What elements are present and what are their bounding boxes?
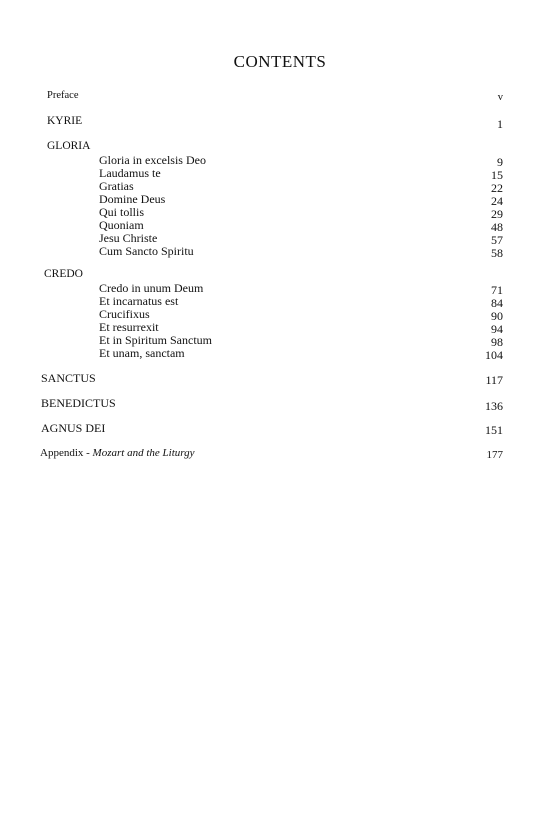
toc-entry-agnus-dei <box>0 421 560 437</box>
toc-label: Et incarnatus est <box>99 294 179 308</box>
toc-page: 151 <box>485 423 503 437</box>
toc-page: 177 <box>486 449 503 461</box>
toc-section-label: CREDO <box>44 268 83 280</box>
toc-page: 1 <box>497 117 503 131</box>
toc-page: 24 <box>491 194 503 208</box>
toc-label: Et resurrexit <box>99 320 159 334</box>
toc-page: 22 <box>491 181 503 195</box>
toc-entry <box>0 244 560 260</box>
toc-page: 136 <box>485 399 503 413</box>
toc-label: Et in Spiritum Sanctum <box>99 333 212 347</box>
toc-page: 94 <box>491 322 503 336</box>
toc-section-label: GLORIA <box>47 140 91 152</box>
toc-entry-sanctus <box>0 371 560 387</box>
toc-label <box>40 447 195 459</box>
toc-page: 104 <box>485 348 503 362</box>
toc-page: 29 <box>491 207 503 221</box>
toc-label: Quoniam <box>99 218 144 232</box>
toc-label: Jesu Christe <box>99 231 158 245</box>
toc-page: 98 <box>491 335 503 349</box>
toc-label: AGNUS DEI <box>41 421 106 435</box>
toc-label: SANCTUS <box>41 371 96 385</box>
toc-label: Crucifixus <box>99 307 150 321</box>
toc-label: Credo in unum Deum <box>99 281 204 295</box>
toc-page: 90 <box>491 309 503 323</box>
toc-label: Qui tollis <box>99 205 145 219</box>
toc-page: v <box>497 92 503 103</box>
toc-page: 71 <box>491 283 503 297</box>
toc-page: 117 <box>485 373 503 387</box>
toc-label: Gratias <box>99 179 134 193</box>
toc-page: 84 <box>491 296 503 310</box>
toc-label: Domine Deus <box>99 192 166 206</box>
toc-label: Gloria in excelsis Deo <box>99 153 206 167</box>
toc-entry-benedictus <box>0 396 560 412</box>
toc-page: 9 <box>497 155 503 169</box>
toc-label: Preface <box>47 90 79 101</box>
toc-entry-preface <box>0 90 560 106</box>
appendix-subtitle: Mozart and the Liturgy <box>92 447 195 459</box>
toc-label: Laudamus te <box>99 166 161 180</box>
toc-label: KYRIE <box>47 115 83 127</box>
toc-entry-appendix <box>0 447 560 463</box>
toc-entry <box>0 346 560 362</box>
toc-page: 48 <box>491 220 503 234</box>
appendix-prefix: Appendix - <box>40 447 93 459</box>
toc-label: Cum Sancto Spiritu <box>99 244 194 258</box>
toc-page: 57 <box>491 233 503 247</box>
toc-page: 15 <box>491 168 503 182</box>
toc-label: BENEDICTUS <box>41 396 116 410</box>
toc-page: 58 <box>491 246 503 260</box>
toc-entry-kyrie <box>0 115 560 131</box>
page-title: CONTENTS <box>233 52 327 71</box>
toc-label: Et unam, sanctam <box>99 346 185 360</box>
